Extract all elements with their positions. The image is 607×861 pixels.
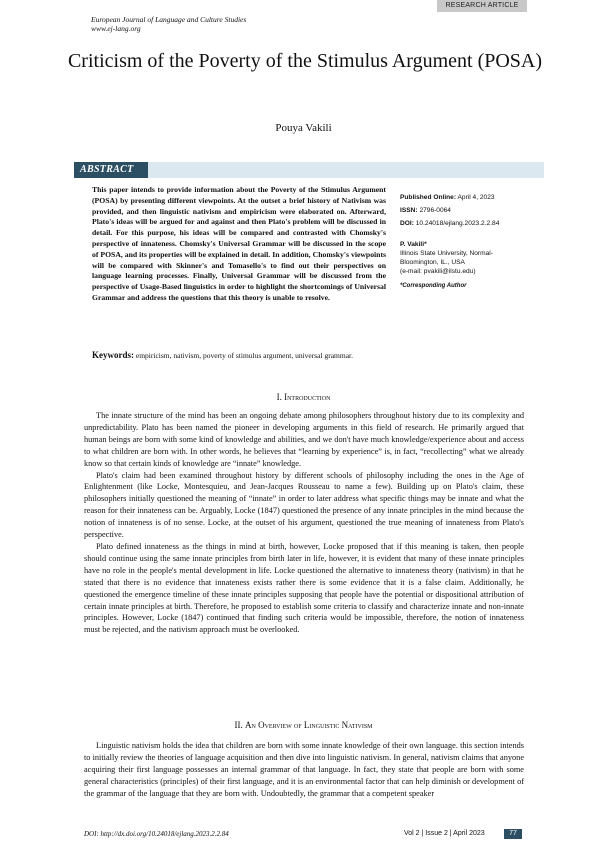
journal-name: European Journal of Language and Culture Studies [91, 15, 247, 24]
abstract-label: ABSTRACT [74, 162, 148, 178]
page-number: 77 [504, 829, 522, 839]
corresponding-author [400, 240, 535, 291]
corresponding-email[interactable]: (e-mail: pvakili@ilstu.edu) [400, 268, 476, 275]
section-heading-introduction [0, 392, 607, 402]
issn-label: ISSN: [400, 207, 418, 214]
keywords [92, 350, 392, 361]
published-row [400, 193, 535, 202]
footer-doi[interactable]: DOI: http://dx.doi.org/10.24018/ejlang.2023.2.2.84 [84, 830, 229, 838]
issn-value: 2796-0064 [419, 207, 451, 214]
paper-title: Criticism of the Poverty of the Stimulus Argument (POSA) [67, 50, 543, 72]
nativism-body [84, 740, 524, 800]
author-name: Pouya Vakili [275, 122, 332, 134]
section-number: II. [234, 720, 243, 730]
doi-value[interactable]: 10.24018/ejlang.2023.2.2.84 [415, 220, 500, 227]
paragraph: Linguistic nativism holds the idea that children are born with some innate knowledge of their own language. this section intends to initially review the theories of language acquisition and then dive into linguistic nativism. In general, nativism claims that anyone acquiring their first language possesses an internal grammar of that language. In fact, they state that people are born with some general characteristics (principles) of their first language, and it is an environmental factor that can help diminish or development of the grammar of the language that they are born with. Undoubtedly, the grammar that a competent speaker [84, 741, 524, 798]
footer-volume: Vol 2 | Issue 2 | April 2023 [404, 830, 485, 837]
article-meta [400, 193, 535, 291]
affiliation-line-1: Illinois State University, Normal- [400, 250, 493, 257]
doi-row [400, 219, 535, 228]
corresponding-name: P. Vakili* [400, 241, 427, 248]
published-value: April 4, 2023 [457, 194, 495, 201]
paragraph: Plato's claim had been examined throughout history by different schools of philosophy including the ones in the Age of Enlightenment (like Locke, Montesquieu, and Jean-Jacques Rousseau to name a few). Building up on Plato's claim, these philosophers initially questioned the meaning of “innate” in order to later address what specific things may be innate and what the reason for their innateness can be. Arguably, Locke (1847) questioned the presence of any innate principles in the mind because the notion of innateness is of no sense. Locke, at the outset of his argument, questioned the true meaning of innateness from Plato's perspective. [84, 470, 524, 540]
affiliation-line-2: Bloomington, IL., USA [400, 259, 465, 266]
article-type-badge: RESEARCH ARTICLE [437, 0, 527, 12]
journal-url: www.ej-lang.org [91, 24, 141, 33]
section-number: I. [276, 392, 282, 402]
introduction-body [84, 410, 524, 636]
keywords-label: Keywords: [92, 350, 134, 360]
keywords-text: empiricism, nativism, poverty of stimulus argument, universal grammar. [135, 351, 353, 360]
journal-header [91, 15, 246, 33]
abstract-text: This paper intends to provide information about the Poverty of the Stimulus Argument (POSA) by presenting different viewpoints. At the outset a brief history of Nativism was provided, and then linguistic nativism and empiricism were elaborated on. Afterward, Plato's ideas will be argued for and against and then Plato's problem will be discussed in detail. For this purpose, his ideas will be compared and contrasted with Chomsky's perspective of innateness. Chomsky's Universal Grammar will be discussed in the scope of POSA, and its properties will be explained in detail. In addition, Chomsky's viewpoints will be compared with Skinner's and Tomasello's to find out their perspectives on language learning processes. Finally, Universal Grammar will be discussed from the perspective of Usage-Based linguistics in order to highlight the shortcomings of Universal Grammar and address the questions that this theory is unable to resolve. [92, 185, 386, 302]
section-heading-linguistic-nativism [0, 720, 607, 730]
section-title: An Overview of Linguistic Nativism [244, 720, 373, 730]
published-label: Published Online: [400, 194, 457, 201]
doi-label: DOI: [400, 220, 414, 227]
section-title: Introduction [284, 392, 331, 402]
corresponding-note: *Corresponding Author [400, 283, 467, 289]
paragraph: The innate structure of the mind has been an ongoing debate among philosophers throughout history due to its complexity and unpredictability. Plato has been named the pioneer in developing arguments in this field of research. He primarily argued that human beings are born with some kind of knowledge and abilities, and we don't have much knowledge/experience about and access to what children are born with. In other words, he believes that “learning by experience” is, in fact, “recollecting” what we already know so that certain kinds of knowledge are “innate” knowledge. [84, 411, 524, 468]
paragraph: Plato defined innateness as the things in mind at birth, however, Locke proposed that if this meaning is taken, then people should continue using the same innate principles from birth later in life, however, it is evident that many of these innate principles have no role in the people's mental development in life. Locke questioned the alternative to innateness theory (nativism) in that he stated that there is no evidence that innateness exists rather there is some evidence that it is a false claim. Additionally, he questioned the emergence timeline of these innate principles supposing that people have the potential or dispositional attribution of certain innate principles at birth. Therefore, he proposed to establish some criteria to classify and characterize innate and non-innate principles. However, Locke (1847) continued that finding such criteria would be impossible, therefore, the notion of innateness must be rejected, and the nativism approach must be overlooked. [84, 541, 524, 635]
issn-row [400, 206, 535, 215]
